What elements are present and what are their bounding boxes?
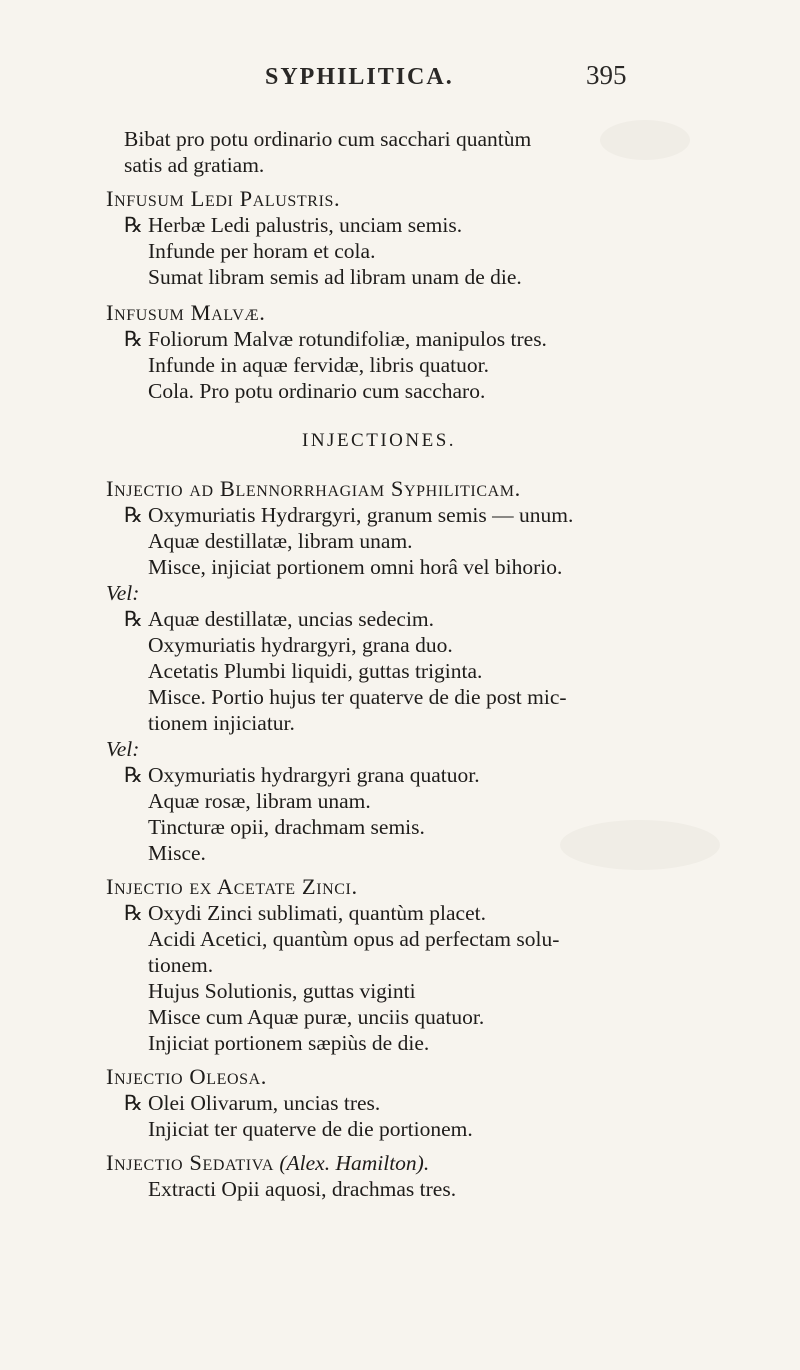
text-line: Cola. Pro potu ordinario cum saccharo. — [148, 379, 486, 403]
text-line: Sumat libram semis ad libram unam de die. — [148, 265, 522, 289]
text-line: Infunde per horam et cola. — [148, 239, 376, 263]
recipe-symbol: ℞ — [124, 1091, 143, 1115]
text-line: Aquæ destillatæ, libram unam. — [148, 529, 413, 553]
text-line: Oxymuriatis hydrargyri, grana duo. — [148, 633, 453, 657]
paper-stain — [560, 820, 720, 870]
alternative-label: Vel: — [106, 581, 140, 605]
alternative-label: Vel: — [106, 737, 140, 761]
text-line: Hujus Solutionis, guttas viginti — [148, 979, 416, 1003]
text-line: satis ad gratiam. — [124, 153, 265, 177]
section-heading: Injectio Oleosa. — [106, 1064, 268, 1089]
text-line: Tincturæ opii, drachmam semis. — [148, 815, 425, 839]
section-heading: Infusum Ledi Palustris. — [106, 186, 341, 211]
text-line: Bibat pro potu ordinario cum sacchari quantùm — [124, 127, 532, 151]
recipe-symbol: ℞ — [124, 327, 143, 351]
recipe-line: ℞ Oxymuriatis hydrargyri grana quatuor. — [124, 763, 480, 787]
text-line: Acetatis Plumbi liquidi, guttas triginta. — [148, 659, 483, 683]
recipe-symbol: ℞ — [124, 213, 143, 237]
centered-heading: INJECTIONES. — [302, 430, 457, 451]
text-line: Injiciat ter quaterve de die portionem. — [148, 1117, 473, 1141]
running-header — [0, 60, 800, 100]
text-line: Infunde in aquæ fervidæ, libris quatuor. — [148, 353, 489, 377]
paper-stain — [600, 120, 690, 160]
recipe-symbol: ℞ — [124, 763, 143, 787]
page-number: 395 — [586, 60, 627, 90]
recipe-symbol: ℞ — [124, 503, 143, 527]
text-line: Misce, injiciat portionem omni horâ vel bihorio. — [148, 555, 563, 579]
section-heading: Injectio ex Acetate Zinci. — [106, 874, 358, 899]
text-line: Misce cum Aquæ puræ, unciis quatuor. — [148, 1005, 485, 1029]
text-line: Acidi Acetici, quantùm opus ad perfectam solu- — [148, 927, 560, 951]
text-line: Misce. — [148, 841, 206, 865]
recipe-line: ℞ Foliorum Malvæ rotundifoliæ, manipulos tres. — [124, 327, 547, 351]
recipe-line: ℞ Aquæ destillatæ, uncias sedecim. — [124, 607, 435, 631]
text-line: Extracti Opii aquosi, drachmas tres. — [148, 1177, 457, 1201]
section-heading: Infusum Malvæ. — [106, 300, 266, 325]
recipe-line: ℞ Herbæ Ledi palustris, unciam semis. — [124, 213, 463, 237]
running-title: SYPHILITICA. — [265, 64, 454, 90]
recipe-symbol: ℞ — [124, 901, 143, 925]
recipe-symbol: ℞ — [124, 607, 143, 631]
text-line: Injiciat portionem sæpiùs de die. — [148, 1031, 430, 1055]
text-line: tionem injiciatur. — [148, 711, 295, 735]
text-line: Misce. Portio hujus ter quaterve de die post mic- — [148, 685, 567, 709]
text-line: tionem. — [148, 953, 214, 977]
section-heading: Injectio ad Blennorrhagiam Syphiliticam. — [106, 476, 521, 501]
text-line: Aquæ rosæ, libram unam. — [148, 789, 371, 813]
section-heading: Injectio Sedativa (Alex. Hamilton). — [106, 1150, 430, 1175]
recipe-line: ℞ Olei Olivarum, uncias tres. — [124, 1091, 381, 1115]
recipe-line: ℞ Oxymuriatis Hydrargyri, granum semis — unum. — [124, 503, 574, 527]
attribution: (Alex. Hamilton). — [279, 1151, 430, 1175]
recipe-line: ℞ Oxydi Zinci sublimati, quantùm placet. — [124, 901, 486, 925]
